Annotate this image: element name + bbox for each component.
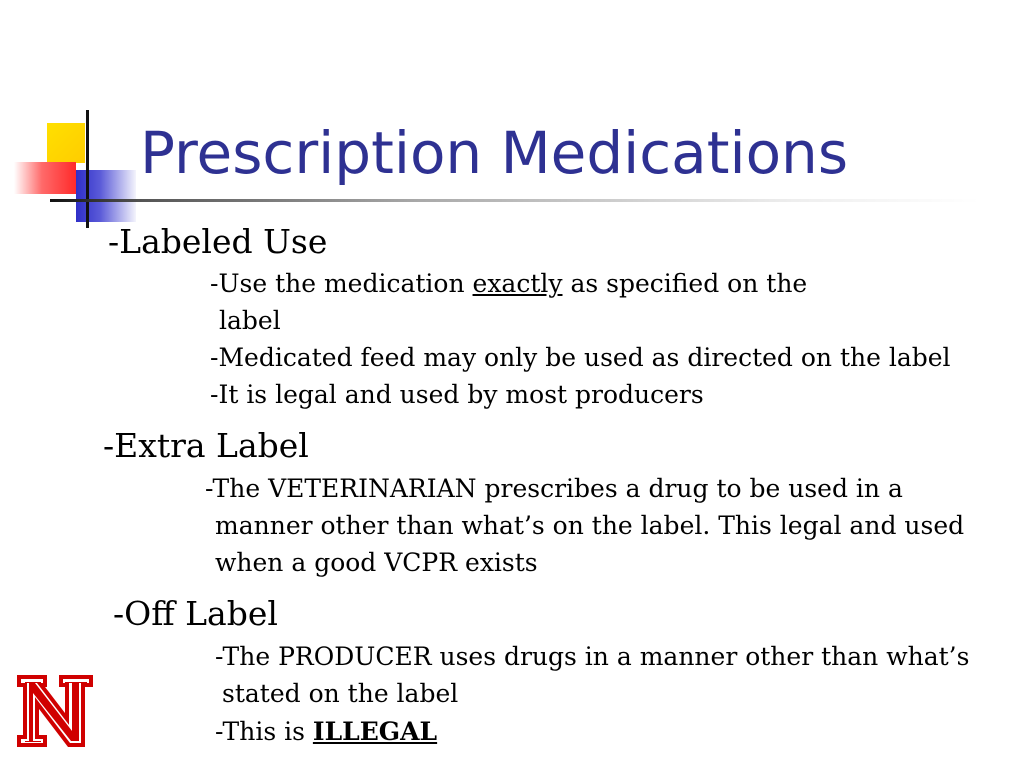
- heading-labeled-use: -Labeled Use: [108, 222, 328, 261]
- labeled-use-line-3: -It is legal and used by most producers: [210, 380, 704, 409]
- decorative-blue-square: [76, 170, 136, 222]
- title-underline-rule: [50, 199, 980, 202]
- decorative-yellow-square: [47, 123, 85, 163]
- off-label-line-1: -The PRODUCER uses drugs in a manner other than what’s: [215, 643, 970, 671]
- emphasis-exactly: exactly: [472, 269, 563, 298]
- labeled-use-line-2: -Medicated feed may only be used as directed on the label: [210, 343, 951, 372]
- slide-title: Prescription Medications: [140, 119, 849, 187]
- decorative-red-bar: [14, 162, 76, 194]
- emphasis-illegal: ILLEGAL: [312, 717, 438, 746]
- off-label-line-3: [215, 718, 437, 746]
- labeled-use-line-1: [210, 270, 807, 298]
- extra-label-line-2: manner other than what’s on the label. This legal and used: [215, 512, 965, 540]
- decorative-vertical-line: [86, 110, 89, 228]
- nebraska-n-logo: [17, 673, 93, 749]
- labeled-use-line-1-end: as specified on the: [562, 269, 808, 298]
- off-label-line-2: stated on the label: [222, 679, 459, 708]
- labeled-use-line-1-start: -Use the medication: [210, 269, 473, 298]
- heading-extra-label: -Extra Label: [103, 426, 309, 465]
- heading-off-label: -Off Label: [113, 594, 278, 633]
- extra-label-line-3: when a good VCPR exists: [215, 548, 538, 577]
- labeled-use-line-1-continuation: label: [219, 306, 281, 335]
- off-label-line-3-start: -This is: [215, 717, 313, 746]
- extra-label-line-1: -The VETERINARIAN prescribes a drug to be used in a: [205, 474, 903, 503]
